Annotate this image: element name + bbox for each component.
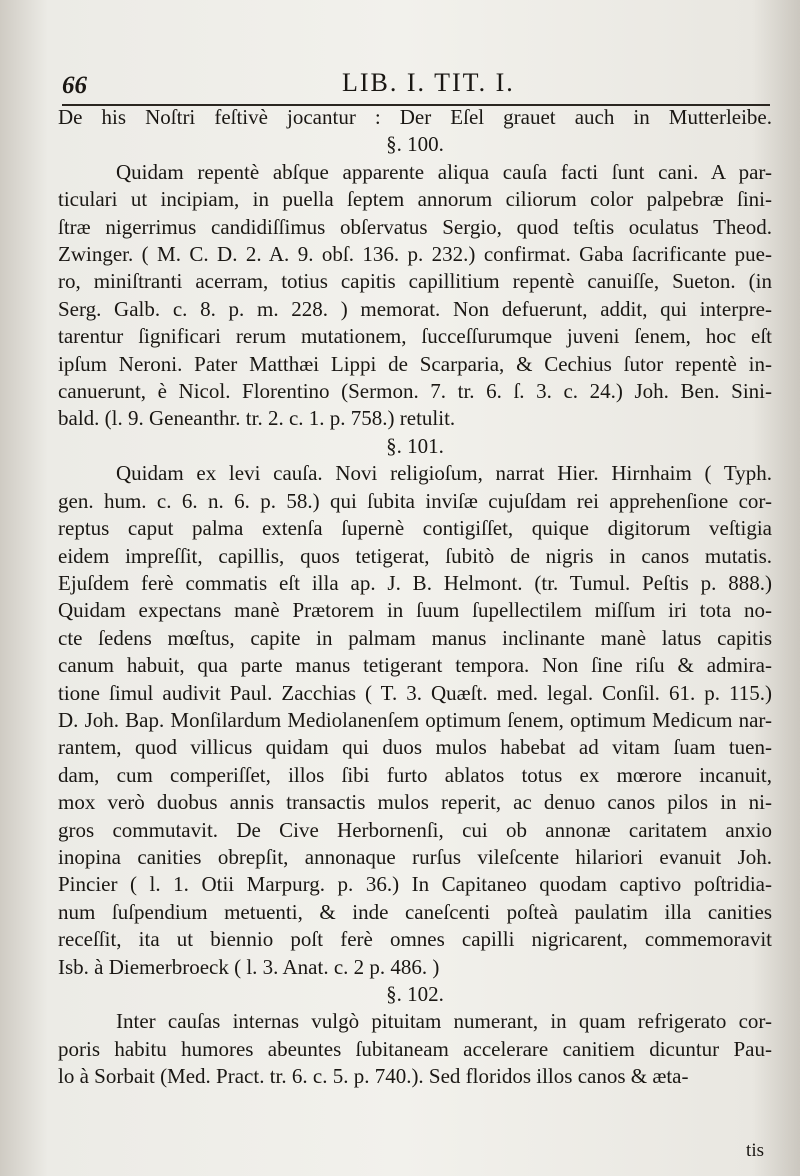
running-head: LIB. I. TIT. I. [342, 68, 515, 97]
text-line: Zwinger. ( M. C. D. 2. A. 9. obſ. 136. p. 232.) confirmat. Gaba ſacrificante pue- [58, 242, 772, 267]
text-line: Quidam expectans manè Prætorem in ſuum ſupellectilem miſſum iri tota no- [58, 598, 772, 623]
text-line: poris habitu humores abeuntes ſubitaneam accelerare canitiem dicuntur Pau- [58, 1036, 772, 1061]
text-line: inopina canities obrepſit, annonaque rurſus vileſcente hilariori evanuit Joh. [58, 844, 772, 869]
section-heading: §. 102. [386, 982, 444, 1006]
text-line: rantem, quod villicus quidam qui duos mulos habebat ad vitam ſuam tuen- [58, 735, 772, 760]
text-line: canum habuit, qua parte manus tetigerant tempora. Non ſine riſu & admira- [58, 653, 772, 678]
text-line: eidem impreſſit, capillis, quos tetigerat, ſubitò de nigris in canos mutatis. [58, 543, 772, 568]
text-line: gros commutavit. De Cive Herbornenſi, cui ob annonæ caritatem anxio [58, 817, 772, 842]
text-line: ſtræ nigerrimus candidiſſimus obſervatus Sergio, quod teſtis oculatus Theod. [58, 214, 772, 239]
text-line: tione ſimul audivit Paul. Zacchias ( T. 3. Quæſt. med. legal. Conſil. 61. p. 115.) [58, 680, 772, 705]
text-line: ipſum Neroni. Pater Matthæi Lippi de Scarparia, & Cechius ſutor repentè in- [58, 351, 772, 376]
text-line: Quidam repentè abſque apparente aliqua cauſa facti ſunt cani. A par- [116, 159, 772, 184]
text-line: dam, cum comperiſſet, illos ſibi furto ablatos totus ex mœrore incanuit, [58, 762, 772, 787]
body-text [58, 104, 772, 1091]
text-line: canuerunt, è Nicol. Florentino (Sermon. 7. tr. 6. ſ. 3. c. 24.) Joh. Ben. Sini- [58, 379, 772, 404]
text-line: Quidam ex levi cauſa. Novi religioſum, narrat Hier. Hirnhaim ( Typh. [116, 461, 772, 486]
text-line: Pincier ( l. 1. Otii Marpurg. p. 36.) In Capitaneo quodam captivo poſtridia- [58, 872, 772, 897]
text-line: reptus caput palma extenſa ſupernè contigiſſet, quique digitorum veſtigia [58, 516, 772, 541]
text-line: De his Noſtri feſtivè jocantur : Der Eſel grauet auch in Mutterleibe. [58, 105, 772, 129]
text-line: D. Joh. Bap. Monſilardum Mediolanenſem optimum ſenem, optimum Medicum nar- [58, 707, 772, 732]
section-heading: §. 101. [386, 433, 444, 458]
text-line: Inter cauſas internas vulgò pituitam numerant, in quam refrigerato cor- [116, 1009, 772, 1034]
text-line: mox verò duobus annis transactis mulos reperit, ac denuo canos pilos in ni- [58, 790, 772, 815]
text-line: ro, miniſtranti acerram, totius capitis capillitium repentè canuiſſe, Sueton. (in [58, 269, 772, 294]
text-line: Ejuſdem ferè commatis eſt illa ap. J. B. Helmont. (tr. Tumul. Peſtis p. 888.) [58, 570, 772, 595]
catchword: tis [746, 1140, 764, 1161]
text-line: num ſuſpendium metuenti, & inde caneſcenti poſteà paulatim illa canities [58, 899, 772, 924]
text-line: lo à Sorbait (Med. Pract. tr. 6. c. 5. p. 740.). Sed floridos illos canos & æta- [58, 1064, 689, 1089]
section-heading: §. 100. [386, 132, 444, 157]
text-line: receſſit, ita ut biennio poſt ferè omnes capilli nigricarent, commemoravit [58, 927, 772, 952]
page-header [62, 58, 770, 106]
text-line: Isb. à Diemerbroeck ( l. 3. Anat. c. 2 p. 486. ) [58, 954, 440, 979]
text-line: Serg. Galb. c. 8. p. m. 228. ) memorat. Non defuerunt, addit, qui interpre- [58, 296, 772, 321]
text-line: ticulari ut incipiam, in puella ſeptem annorum ciliorum color palpebræ ſini- [58, 187, 772, 212]
text-line: bald. (l. 9. Geneanthr. tr. 2. c. 1. p. 758.) retulit. [58, 406, 456, 431]
page-number: 66 [62, 72, 87, 99]
text-line: gen. hum. c. 6. n. 6. p. 58.) qui ſubita inviſæ cujuſdam rei apprehenſione cor- [58, 488, 772, 513]
text-line: tarentur ſignificari rerum mutationem, ſucceſſurumque juveni ſenem, hoc eſt [58, 324, 772, 349]
text-line: cte ſedens mœſtus, capite in palmam manus inclinante manè latus capitis [58, 625, 772, 650]
